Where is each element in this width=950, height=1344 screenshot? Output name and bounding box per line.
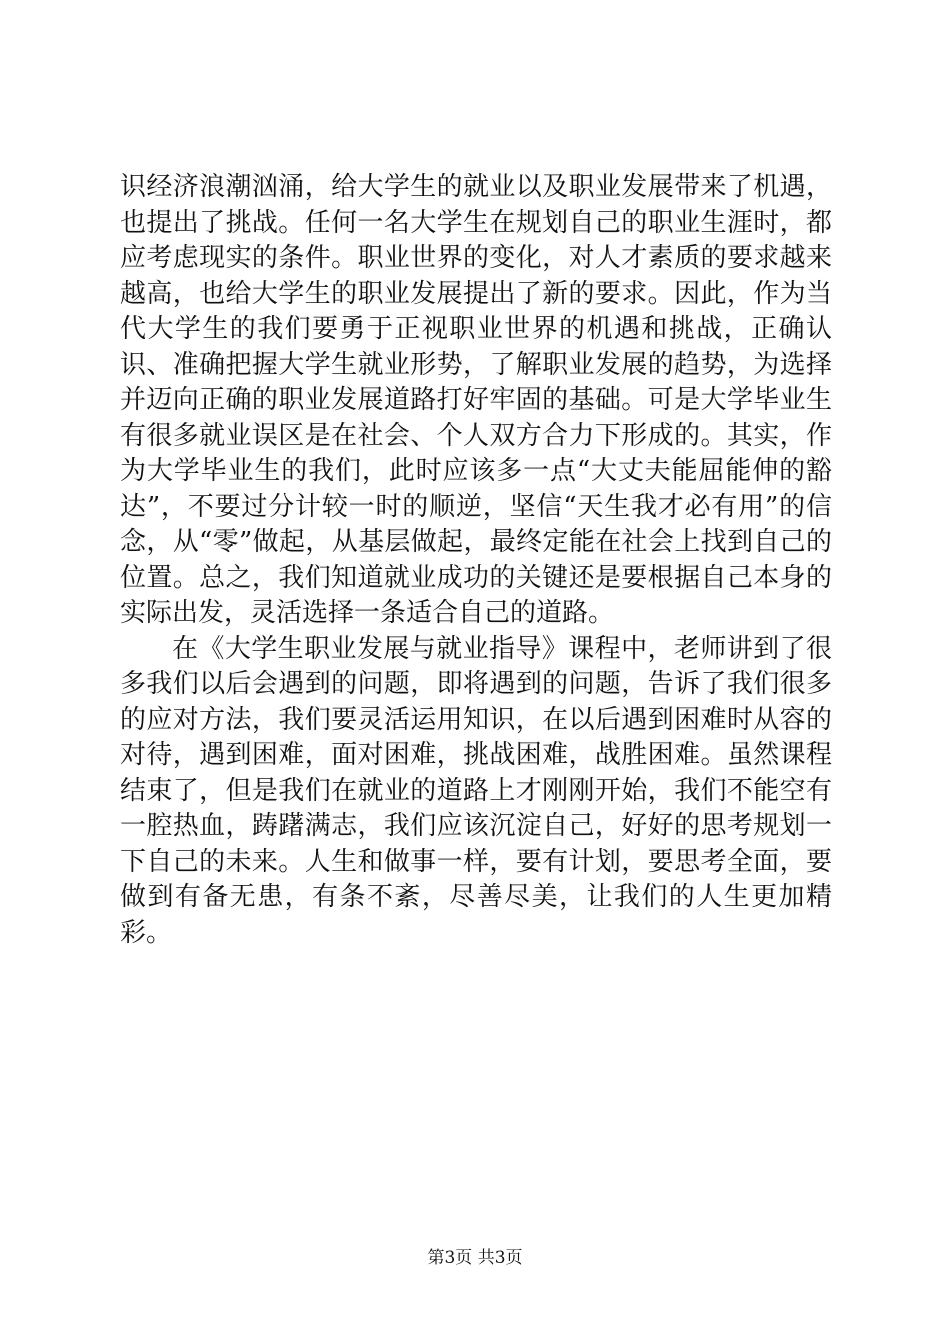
paragraph-continuation: 识经济浪潮汹涌，给大学生的就业以及职业发展带来了机遇，也提出了挑战。任何一名大学生在规划自己的职业生涯时，都应考虑现实的条件。职业世界的变化，对人才素质的要求越来越高，也给大学生的职业发展提出了新的要求。因此，作为当代大学生的我们要勇于正视职业世界的机遇和挑战，正确认识、准确把握大学生就业形势，了解职业发展的趋势，为选择并迈向正确的职业发展道路打好牢固的基础。可是大学毕业生有很多就业误区是在社会、个人双方合力下形成的。其实，作为大学毕业生的我们，此时应该多一点“大丈夫能屈能伸的豁达”，不要过分计较一时的顺逆，坚信“天生我才必有用”的信念，从“零”做起，从基层做起，最终定能在社会上找到自己的位置。总之，我们知道就业成功的关键还是要根据自己本身的实际出发，灵活选择一条适合自己的道路。 [120, 172, 832, 628]
page-number-footer: 第3页 共3页 [427, 1248, 523, 1268]
document-body [120, 170, 832, 951]
paragraph-course-summary: 在《大学生职业发展与就业指导》课程中，老师讲到了很多我们以后会遇到的问题，即将遇到的问题，告诉了我们很多的应对方法，我们要灵活运用知识，在以后遇到困难时从容的对待，遇到困难，面对困难，挑战困难，战胜困难。虽然课程结束了，但是我们在就业的道路上才刚刚开始，我们不能空有一腔热血，踌躇满志，我们应该沉淀自己，好好的思考规划一下自己的未来。人生和做事一样，要有计划，要思考全面，要做到有备无患，有条不紊，尽善尽美，让我们的人生更加精彩。 [120, 633, 832, 948]
